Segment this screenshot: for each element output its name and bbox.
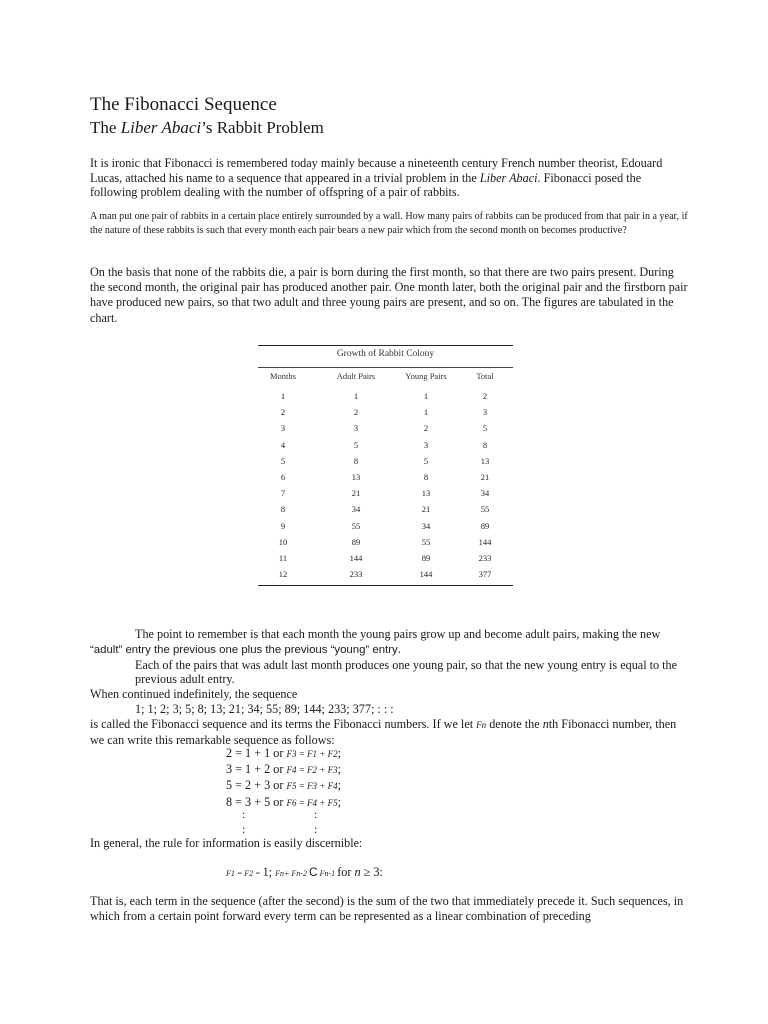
continuation-colon: : <box>314 822 318 836</box>
para3-line1: The point to remember is that each month the young pairs grow up and become adult pairs, making the new <box>135 627 661 641</box>
cell-total: 144 <box>478 536 492 547</box>
rule-part-f: for <box>337 865 355 879</box>
cell-adult: 144 <box>349 553 363 563</box>
col-header-total: Total <box>476 371 494 381</box>
cell-total: 3 <box>482 407 488 418</box>
cell-month: 7 <box>280 488 286 499</box>
intro-paragraph <box>90 156 690 200</box>
para3-line5 <box>90 717 690 748</box>
cell-young: 34 <box>421 520 431 531</box>
cell-month: 12 <box>278 569 288 580</box>
col-header-months: Months <box>270 371 296 381</box>
equation-row <box>226 762 341 778</box>
cell-young: 1 <box>423 391 429 401</box>
cell-adult: 89 <box>351 536 361 547</box>
table-caption: Growth of Rabbit Colony <box>336 349 435 359</box>
cell-month: 4 <box>280 439 286 450</box>
equation-lhs: 8 = 3 + 5 or <box>226 794 287 809</box>
problem-quote: A man put one pair of rabbits in a certain place entirely surrounded by a wall. How many pairs of rabbits can be produced from that pair in a year, if the nature of these rabbits is such that every month each pair bears a new pair which from the second month on becomes productive? <box>90 211 688 237</box>
cell-month: 9 <box>280 520 286 531</box>
cell-total: 233 <box>478 553 492 563</box>
col-header-young: Young Pairs <box>405 371 447 381</box>
equation-lhs: 2 = 1 + 1 or <box>226 746 287 760</box>
equation-lhs: 3 = 1 + 2 or <box>226 762 287 777</box>
equation-row <box>226 746 341 762</box>
para3-line5a: is called the Fibonacci sequence and its terms the Fibonacci numbers. If we let <box>90 716 477 731</box>
rule-part-d: C <box>308 865 318 879</box>
cell-total: 21 <box>480 472 490 482</box>
equation-end: ; <box>337 746 341 760</box>
table-top-rule <box>258 345 513 346</box>
equation-list <box>226 746 341 811</box>
fibonacci-sequence: 1; 1; 2; 3; 5; 8; 13; 21; 34; 55; 89; 144; 233; 377; : : : <box>135 701 394 716</box>
page-title: The Fibonacci Sequence <box>90 94 277 115</box>
cell-young: 89 <box>421 553 431 563</box>
cell-total: 34 <box>480 488 490 499</box>
cell-young: 1 <box>423 407 429 418</box>
cell-month: 1 <box>280 391 286 401</box>
fn-symbol: Fn <box>476 719 487 730</box>
equation-end: ; <box>337 762 341 777</box>
rule-part-h: ≥ 3: <box>360 865 383 879</box>
continuation-colon: : <box>242 822 246 836</box>
cell-adult: 8 <box>353 455 359 466</box>
cell-adult: 13 <box>351 472 361 482</box>
cell-young: 144 <box>419 569 433 580</box>
para3-line2-end: . <box>397 641 401 656</box>
rule-part-e: Fn-1 <box>317 869 338 878</box>
cell-young: 8 <box>423 472 429 482</box>
equation-rhs: F3 = F1 + F2 <box>286 749 338 759</box>
equation-end: ; <box>337 794 341 809</box>
cell-total: 13 <box>480 455 490 466</box>
para3-line3-text: Each of the pairs that was adult last month produces one young pair, so that the new young entry is equal to the previous adult entry. <box>135 657 678 687</box>
para3-line5b: denote the <box>486 716 543 731</box>
cell-total: 5 <box>482 423 488 434</box>
cell-adult: 1 <box>353 391 359 401</box>
para3-line3 <box>90 658 690 688</box>
closing-paragraph: That is, each term in the sequence (after the second) is the sum of the two that immediately precede it. Such sequences, in which from a certain point forward every term can be represented as a linear combination of preceding <box>90 894 684 924</box>
continuation-colon: : <box>314 807 318 821</box>
rule-part-a: F1 = F2 = <box>226 869 263 878</box>
cell-adult: 2 <box>353 407 359 418</box>
cell-adult: 55 <box>351 520 361 531</box>
rule-part-c: Fn+ Fn-2 <box>275 869 309 878</box>
cell-total: 55 <box>480 504 490 515</box>
general-rule-intro: In general, the rule for information is easily discernible: <box>90 836 363 850</box>
para3-line4: When continued indefinitely, the sequence <box>90 687 298 702</box>
cell-young: 21 <box>421 504 431 515</box>
cell-total: 89 <box>480 520 490 531</box>
equation-rhs: F4 = F2 + F3 <box>286 765 338 776</box>
cell-adult: 233 <box>349 569 363 580</box>
cell-month: 10 <box>278 536 288 547</box>
continuation-colon: : <box>242 807 246 821</box>
cell-young: 5 <box>423 455 429 466</box>
rule-part-g: n <box>354 865 361 879</box>
para3-line2 <box>90 642 690 658</box>
cell-adult: 21 <box>351 488 361 499</box>
cell-total: 2 <box>482 391 488 401</box>
equation-row <box>226 778 341 794</box>
cell-month: 5 <box>280 455 286 466</box>
cell-young: 55 <box>421 536 431 547</box>
cell-total: 8 <box>482 439 488 450</box>
para3-line5c: th Fibonacci number, then we can write this remarkable sequence as follows: <box>90 716 677 747</box>
subtitle-post: ’s Rabbit Problem <box>201 118 324 137</box>
n-italic: n <box>542 716 549 731</box>
equation-rhs: F6 = F4 + F5 <box>286 797 338 808</box>
para3-emphasis: “adult” entry the previous one plus the previous “young” entry <box>90 643 398 656</box>
cell-month: 2 <box>280 407 286 418</box>
equation-rhs: F5 = F3 + F4 <box>286 781 338 792</box>
rule-explanation <box>90 627 690 747</box>
rule-part-b: 1; <box>262 865 276 879</box>
intro-italic: Liber Abaci <box>479 170 538 185</box>
table-header-rule <box>258 367 513 368</box>
col-header-adult: Adult Pairs <box>336 371 376 381</box>
subtitle-italic: Liber Abaci <box>120 118 202 137</box>
subtitle-pre: The <box>90 118 121 137</box>
page-subtitle <box>90 117 324 138</box>
recurrence-formula <box>226 865 383 880</box>
cell-young: 3 <box>423 439 429 450</box>
cell-adult: 34 <box>351 504 361 515</box>
equation-lhs: 5 = 2 + 3 or <box>226 778 287 793</box>
cell-young: 13 <box>421 488 431 499</box>
cell-month: 3 <box>280 423 286 434</box>
explanation-paragraph: On the basis that none of the rabbits die, a pair is born during the first month, so that there are two pairs present. During the second month, the original pair has produced another pair. One month later, both the original pair and the firstborn pair have produced new pairs, so that two adult and three young pairs are present, and so on. The figures are tabulated in the chart. <box>90 265 688 325</box>
intro-part2: . Fibonacci posed the following problem dealing with the number of offspring of a pair of rabbits. <box>90 170 642 200</box>
cell-month: 6 <box>280 472 286 482</box>
cell-month: 11 <box>278 553 288 563</box>
cell-month: 8 <box>280 504 286 515</box>
table-bottom-rule <box>258 585 513 586</box>
cell-total: 377 <box>478 569 492 580</box>
intro-part1: It is ironic that Fibonacci is remembered today mainly because a nineteenth century French number theorist, Edouard Lucas, attached his name to a sequence that appeared in a trivial problem in the <box>90 156 663 185</box>
cell-young: 2 <box>423 423 429 434</box>
cell-adult: 5 <box>353 439 359 450</box>
equation-end: ; <box>337 778 341 793</box>
cell-adult: 3 <box>353 423 359 434</box>
